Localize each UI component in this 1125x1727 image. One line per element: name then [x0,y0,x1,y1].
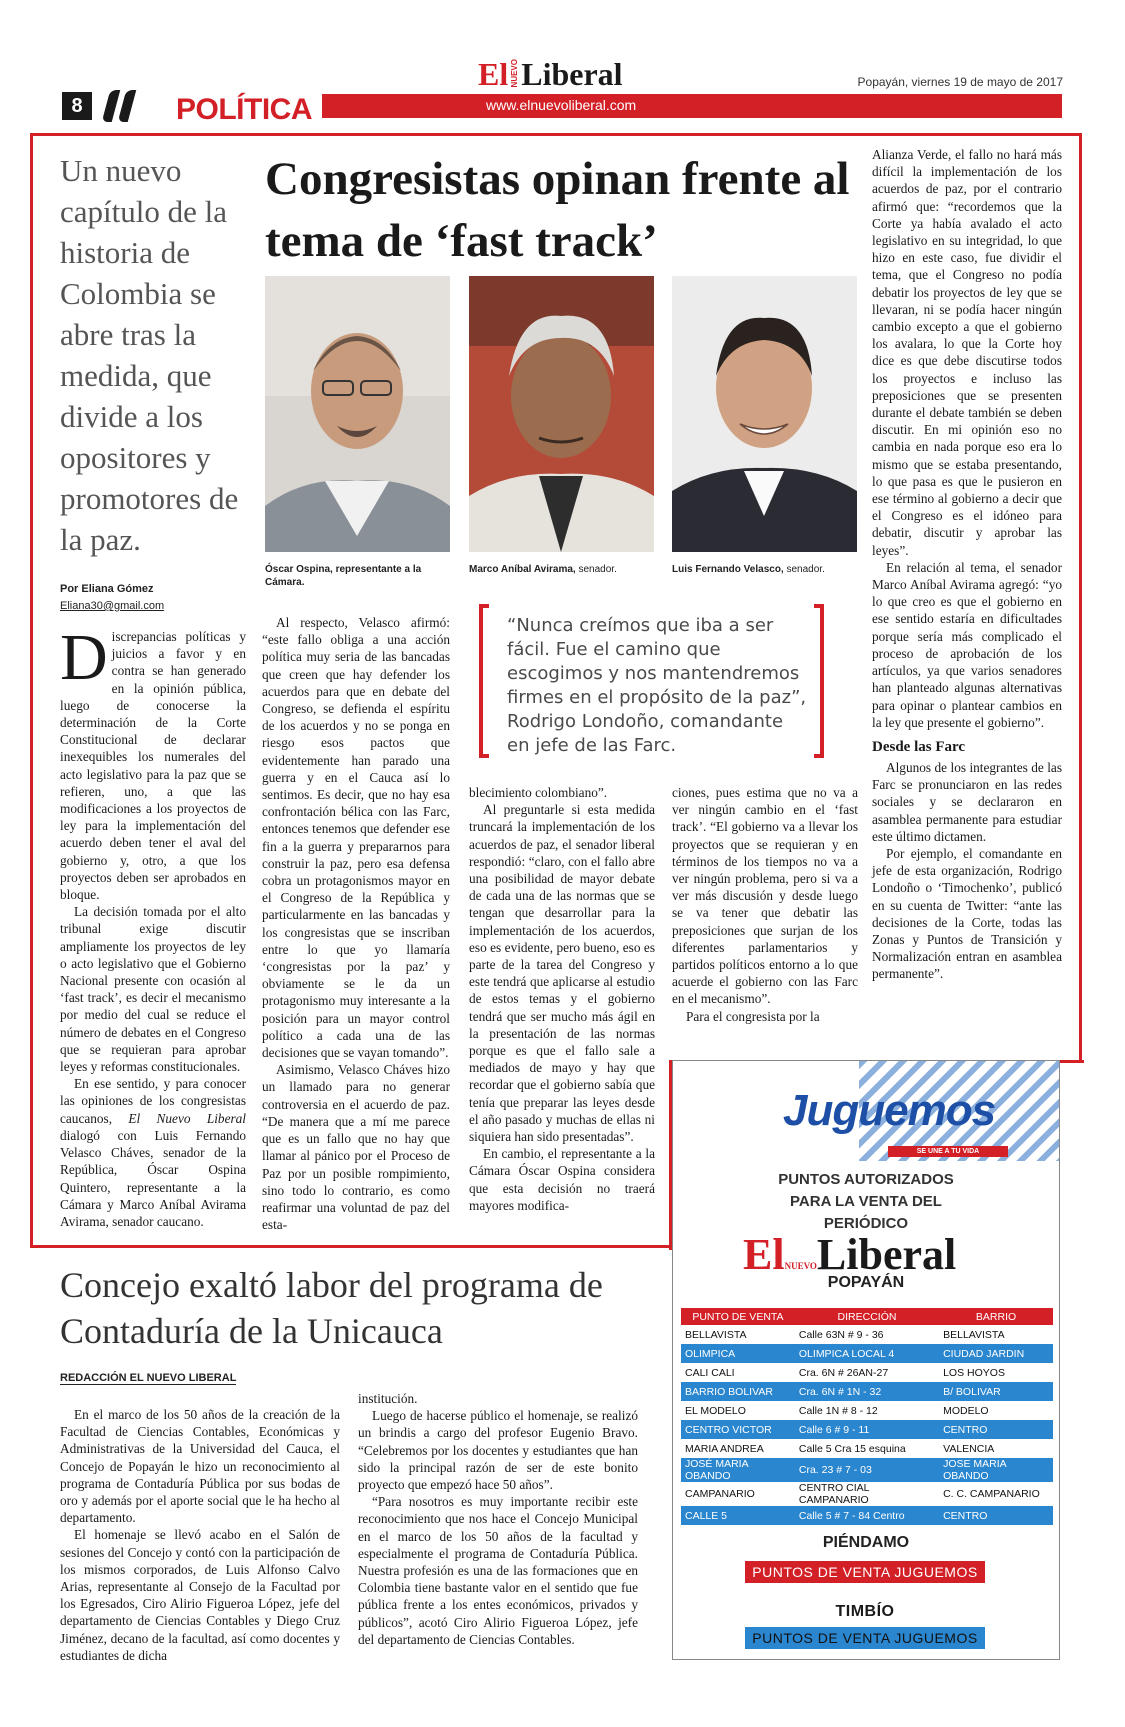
table-row: CAMPANARIO CENTRO CIAL CAMPANARIO C. C. CAMPANARIO [685,1482,1040,1506]
quote-bracket-left [479,604,489,758]
section-title: POLÍTICA [176,93,312,126]
newspaper-logo [478,55,623,93]
city-piendamo: PIÉNDAMO [822,1534,910,1551]
ad-tagline: SE UNE A TU VIDA [888,1146,1008,1157]
paragraph: “Para nosotros es muy importante recibir este reconocimiento que nos hace el Concejo Municipal en el marco de los 50 años de la facultad y especialmente el programa de Contaduría Pública. Nuestra profesión es una de las formaciones que en Colombia tiene bastante valor en el sentido que fue pública frente a los entes económicos, privados y públicos”, acotó Ciro Alirio Figueroa López, jefe del departamento de Ciencias Contables. [358,1494,638,1647]
paragraph: Al preguntarle si esta medida truncará la implementación de los acuerdos de paz, el senador liberal respondió: “claro, con el fallo abre una posibilidad de mayor debate de cada una de las normas que se tengan que desarrollar para la implementación de los acuerdos, eso es evidente, pero bueno, eso es parte de la tarea del Congreso y este tendrá que aplicarse al estudio de estos temas y el gobierno tendrá que ser mucho más ágil en la presentación de las normas porque es que el fallo sale a mediados de mayo y hay que recordar que el gobierno sabía que tenía que preparar las leyes desde el año pasado y muchas de ellas ni siquiera han sido presentadas”. [469,802,655,1145]
table-row: MARIA ANDREA Calle 5 Cra 15 esquina VALENCIA [685,1442,995,1455]
table-row: OLIMPICA OLIMPICA LOCAL 4 CIUDAD JARDIN [681,1344,1053,1363]
table-row: CALLE 5 Calle 5 # 7 - 84 Centro CENTRO [681,1506,1053,1525]
article-column-5 [872,146,1062,983]
table-header: DIRECCIÓN [795,1308,939,1325]
article-headline: Congresistas opinan frente al tema de ‘fast track’ [265,153,850,267]
pull-quote-text: “Nunca creímos que iba a ser fácil. Fue el camino que escogimos y nos mantendremos firmes en el propósito de la paz”, Rodrigo Londoño, comandante en jefe de las Farc. [507,615,807,756]
paragraph: Alianza Verde, el fallo no hará más difícil la implementación de los acuerdos de paz, por el contrario afirmó que: “recordemos que la Corte ya había avalado el acto legislativo en su integridad, lo que hizo en este caso, fue dividir el tema, que el Congreso no podía debatir los proyectos de ley que se llevaran, ni se podía hacer ningún cambio excepto a que el gobierno los avalara, lo que la Corte hoy dice es que debe discutirse todos los proyectos e incluso las preposiciones que se presenten durante el debate también se deben discutir. En mi opinión eso no cambia en nada porque eso era lo mismo que se estaba presentando, lo que pasa es que le pusieron en ese término al gobierno a decir que el Congreso es el idóneo para debatir, discutir y aprobar las leyes”. [872,147,1062,558]
paragraph: institución. [358,1391,418,1406]
article-column-1: Discrepancias políticas y juicios a favor y en contra se han generado en la opinión pública, luego de conocerse la determinación de la Corte Constitucional de declarar inexequibles los numerales del acto legislativo para la paz que se refieren, uno, a que las modificaciones a los proyectos de ley para la implementación del acuerdo deben tener el aval del gobierno y, otro, a que los proyectos deben ser aprobados en bloque. La decisión tomada por el alto tribunal exige discutir ampliamente los proyectos de ley o acto legislativo que el Gobierno Nacional presente con ocasión al ‘fast track’, es decir el mecanismo por medio del cual se reduce el número de debates en el Congreso que se requieran para aprobar leyes y reformas constitucionales. En ese sentido, y para conocer las opiniones de los congresistas caucanos, El Nuevo Liberal dialogó con Luis Fernando Velasco Cháves, senador de la República, Óscar Ospina Quintero, representante a la Cámara y Marco Aníbal Avirama Avirama, senador caucano. [60,621,246,1229]
table-row: BARRIO BOLIVAR Cra. 6N # 1N - 32 B/ BOLIVAR [681,1382,1053,1401]
paragraph: Algunos de los integrantes de las Farc se pronunciaron en las redes sociales y se declararon en asamblea permanente para estudiar este último dictamen. [872,759,1062,844]
table-header: PUNTO DE VENTA [681,1308,795,1325]
site-url[interactable]: www.elnuevoliberal.com [486,97,637,113]
logo-el: El [478,56,509,92]
paragraph: En ese sentido, y para conocer las opiniones de los congresistas caucanos, El Nuevo Liberal dialogó con Luis Fernando Velasco Cháves, senador de la República, Óscar Ospina Quintero, representante a la Cámara y Marco Aníbal Avirama Avirama, senador caucano. [60,1076,246,1229]
byline: Por Eliana Gómez [60,583,154,595]
header-red-bar [322,94,1062,118]
article-column-3 [469,784,655,1214]
photo-luis-velasco [672,276,857,552]
article2-byline: REDACCIÓN EL NUEVO LIBERAL [60,1372,237,1384]
paragraph: Asimismo, Velasco Cháves hizo un llamado para no generar controversia en el acuerdo de paz. “De manera que a mí me parece que es un fallo que no hay que llamar al pánico por el Proceso de Paz por un posible rompimiento, sino todo lo contrario, es como reafirmar una voluntad de paz del esta- [262,1062,450,1233]
table-row: JOSÉ MARIA OBANDO Cra. 23 # 7 - 03 JOSE MARIA OBANDO [681,1458,1053,1482]
photo-oscar-ospina [265,276,450,552]
author-email-link[interactable]: Eliana30@gmail.com [60,600,165,612]
paragraph: ciones, pues estima que no va a ver ningún cambio en el ‘fast track’. “El gobierno va a llevar los proyectos que se requieran y en términos de los tiempos no va a ver ningún problema, pero si va a ver más discusión y desde luego se va tener que debatir las preposiciones que surjan de los diferentes parlamentarios y partidos políticos entorno a lo que acuerde el gobierno con las Farc en el mecanismo”. [672,785,858,1007]
table-header: BARRIO [939,1308,1053,1325]
paragraph: Luego de hacerse público el homenaje, se realizó un brindis a cargo del profesor Eugenio Bravo. “Celebremos por los docentes y estudiantes que han sido la principal razón de ser de este bonito proyecto que empezó hace 50 años”. [358,1408,638,1493]
ad-title: PUNTOS AUTORIZADOS PARA LA VENTA DEL PERIÓDICO [778,1171,954,1232]
photo-caption: Marco Aníbal Avirama, senador. [469,564,617,575]
section-slash-icon [98,90,148,122]
table-row: CALI CALI Cra. 6N # 26AN-27 LOS HOYOS [685,1366,1005,1379]
newspaper-logo-small: ElNUEVOLiberal [743,1230,957,1279]
paragraph: En el marco de los 50 años de la creación de la Facultad de Ciencias Contables, Económicas y Administrativas de la Universidad del Cauca, el Concejo de Popayán le hizo un reconocimiento al programa de Contaduría Pública por sus bodas de oro y además por el aporte social que le ha hecho al departamento. [60,1407,340,1526]
table-row: EL MODELO Calle 1N # 8 - 12 MODELO [685,1404,989,1417]
paragraph: El homenaje se llevó acabo en el Salón de sesiones del Concejo y contó con la participación de los mismos corporados, de Luis Alfonso Calvo Arias, representante al Consejo de la Facultad por los Egresados, Ciro Alirio Figueroa López, jefe del departamento de Ciencias Contables y Diego Cruz Jiménez, decano de la facultad, así como docentes y estudiantes de dicha [60,1527,340,1663]
table-row: CENTRO VICTOR Calle 6 # 9 - 11 CENTRO [681,1420,1053,1439]
paragraph: Para el congresista por la [686,1008,820,1024]
page-number: 8 [62,92,92,120]
article-deck: Un nuevo capítulo de la historia de Colombia se abre tras la medida, que divide a los opositores y promotores de la paz. [60,153,239,557]
advertisement[interactable] [672,1060,1060,1660]
paragraph: Por ejemplo, el comandante en jefe de esta organización, Rodrigo Londoño o ‘Timochenko’, publicó en su cuenta de Twitter: “ante las decisiones de la Corte, todas las Zonas y Puntos de Transición y Normalización entran en asamblea permanente”. [872,845,1062,982]
paragraph: En cambio, el representante a la Cámara Óscar Ospina considera que esta decisión no traerá mayores modifica- [469,1146,655,1213]
photo-caption: Óscar Ospina, representante a la Cámara. [265,564,422,588]
drop-cap: D [60,621,108,694]
paragraph: La decisión tomada por el alto tribunal exige discutir ampliamente los proyectos de ley o acto legislativo que el Gobierno Nacional presente con ocasión al ‘fast track’, es decir el mecanismo por medio del cual se reduce el número de debates en el Congreso que se requieran para aprobar leyes y reformas constitucionales. [60,904,246,1075]
city-timbio: TIMBÍO [835,1603,895,1620]
paragraph: En relación al tema, el senador Marco Aníbal Avirama agregó: “yo lo que creo es que el gobierno en ese sentido estaría en dificultades porque sería más complicado el proceso de aprobación de los artículos, ya que varios senadores han planteado algunas alternativas para opinar o plantear cambios en la ley que presente el gobierno”. [872,559,1062,730]
article2-column-1 [60,1406,340,1664]
dateline: Popayán, viernes 19 de mayo de 2017 [857,75,1063,89]
piendamo-box: PUNTOS DE VENTA JUGUEMOS [745,1561,985,1583]
subheading: Desde las Farc [872,738,966,755]
paragraph: Al respecto, Velasco afirmó: “este fallo obliga a una acción política muy seria de las bancadas que creen que hay defender los acuerdos para que en debate del Congreso, se defienda el espíritu de los acuerdos y no se ponga en riesgo esos pactos que evidentemente han parado una guerra y en el Cauca así lo sentimos. Es decir, que no hay esa confrontación bélica con las Farc, entonces tenemos que defender ese fin a la guerra y prepararnos para construir la paz, pero esa defensa cobra un protagonismos mayor en el Congreso de la República y particularmente en las bancadas y los congresistas que se inscriban entre lo que yo llamaría ‘congresistas por la paz’ y obviamente se le da un protagonismo muy interesante a la posición para un mayor control político a cada una de las decisiones que se vayan tomando”. [262,615,450,1061]
article-column-4 [672,784,858,1025]
timbio-box: PUNTOS DE VENTA JUGUEMOS [745,1627,985,1649]
photo-caption: Luis Fernando Velasco, senador. [672,564,825,575]
quote-bracket-right [814,604,824,758]
table-row: BELLAVISTA Calle 63N # 9 - 36 BELLAVISTA [685,1328,1005,1341]
article2-headline: Concejo exaltó labor del programa de Contaduría de la Unicauca [60,1265,603,1351]
paragraph: blecimiento colombiano”. [469,785,608,800]
city-popayan: POPAYÁN [827,1274,905,1291]
logo-nuevo: NUEVO [510,58,520,87]
pull-quote [479,604,824,758]
article-column-2 [262,614,450,1233]
photo-marco-avirama [469,276,654,552]
article2-column-2 [358,1390,638,1648]
sales-points-table [681,1308,1053,1525]
juguemos-logo: Juguemos [783,1086,996,1135]
logo-liberal: Liberal [521,56,623,92]
